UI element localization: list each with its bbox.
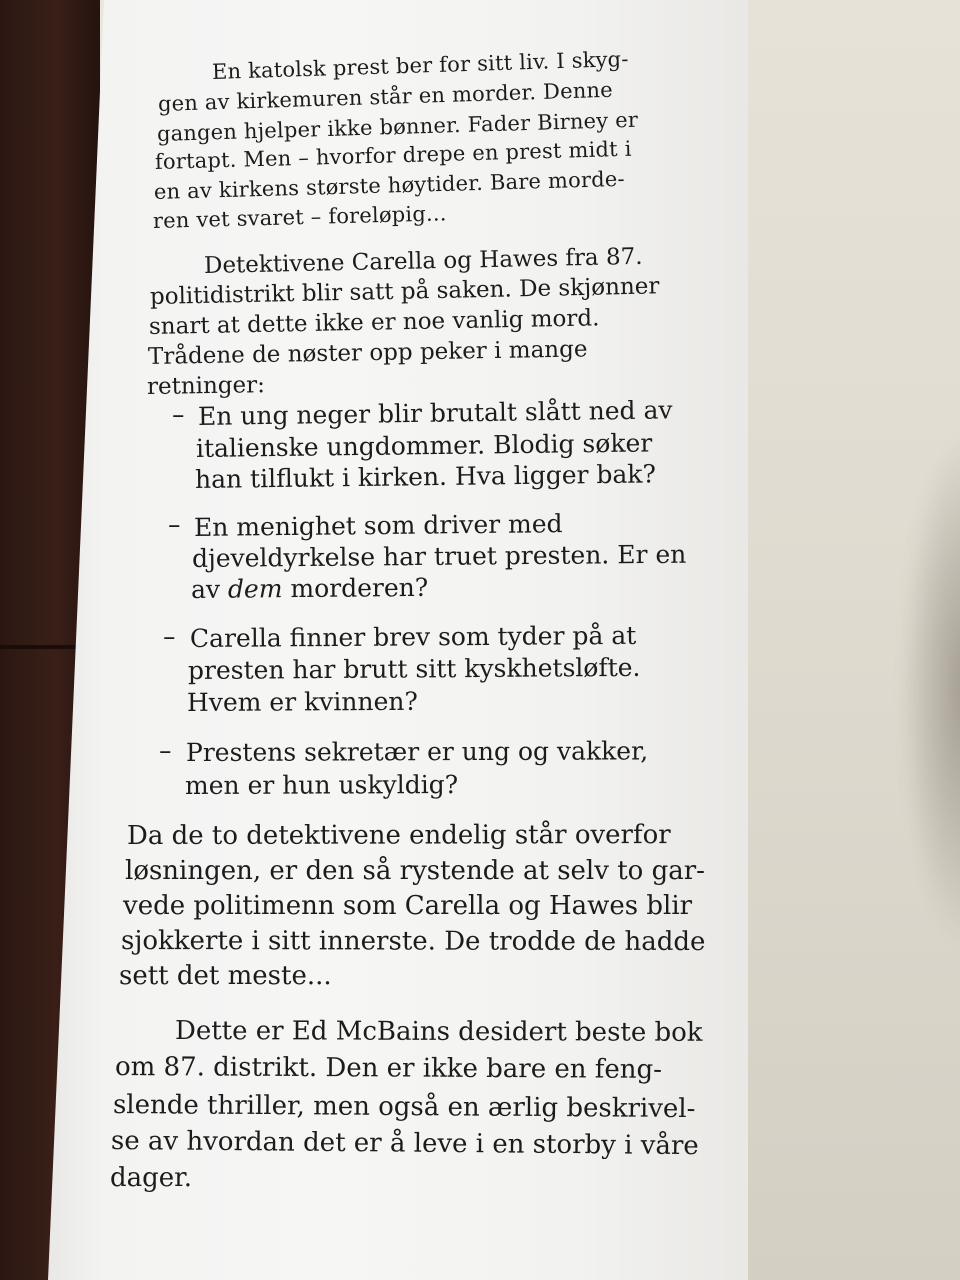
bullet-dash: –: [168, 510, 181, 539]
bullet-line: presten har brutt sitt kyskhetsløfte.: [187, 652, 641, 685]
blurb-line: snart at dette ikke er noe vanlig mord.: [148, 305, 600, 340]
blurb-line: fortapt. Men – hvorfor drepe en prest midt i: [154, 136, 632, 174]
emphasized-word: dem: [227, 574, 283, 604]
blurb-line: dager.: [110, 1163, 193, 1193]
blurb-line: Detektivene Carella og Hawes fra 87.: [203, 243, 643, 279]
bullet-line: Carella finner brev som tyder på at: [189, 620, 637, 653]
bullet-line: En menighet som driver med: [193, 509, 563, 542]
blurb-line: gen av kirkemuren står en morder. Denne: [157, 77, 614, 116]
bullet-line: italienske ungdommer. Blodig søker: [195, 428, 653, 463]
blurb-line: Da de to detektivene endelig står overfor: [126, 820, 671, 851]
bullet-line: En ung neger blir brutalt slått ned av: [197, 395, 673, 431]
blurb-line: sjokkerte i sitt innerste. De trodde de hadde: [120, 926, 706, 958]
bullet-dash: –: [159, 736, 172, 765]
blurb-line: løsningen, er den så rystende at selv to gar-: [125, 856, 705, 886]
blurb-line: sett det meste...: [119, 961, 332, 991]
bullet-line: han tilflukt i kirken. Hva ligger bak?: [194, 459, 657, 494]
blurb-line: En katolsk prest ber for sitt liv. I skyg-: [211, 46, 629, 84]
blurb-line: Dette er Ed McBains desidert beste bok: [174, 1016, 703, 1048]
blurb-line: slende thriller, men også en ærlig beskrivel-: [112, 1090, 696, 1125]
blurb-line: om 87. distrikt. Den er ikke bare en feng-: [114, 1052, 663, 1085]
blurb-line: politidistrikt blir satt på saken. De skjønner: [149, 273, 660, 310]
blurb-line: vede politimenn som Carella og Hawes blir: [123, 891, 693, 921]
blurb-line: ren vet svaret – foreløpig...: [152, 201, 447, 233]
blurb-line: se av hvordan det er å leve i en storby i våre: [110, 1126, 699, 1162]
bullet-line: Prestens sekretær er ung og vakker,: [185, 736, 649, 767]
bullet-line: men er hun uskyldig?: [184, 770, 459, 800]
bullet-dash: –: [163, 622, 176, 651]
bullet-line: Hvem er kvinnen?: [186, 686, 418, 717]
blurb-line: retninger:: [146, 372, 266, 400]
bullet-dash: –: [172, 400, 185, 429]
blurb-line: en av kirkens største høytider. Bare morde-: [153, 166, 626, 204]
blurb-line: gangen hjelper ikke bønner. Fader Birney er: [156, 107, 639, 146]
blurb-line: Trådene de nøster opp peker i mange: [147, 336, 588, 370]
bullet-line: djeveldyrkelse har truet presten. Er en: [191, 539, 687, 573]
bullet-line: av dem morderen?: [190, 572, 429, 604]
